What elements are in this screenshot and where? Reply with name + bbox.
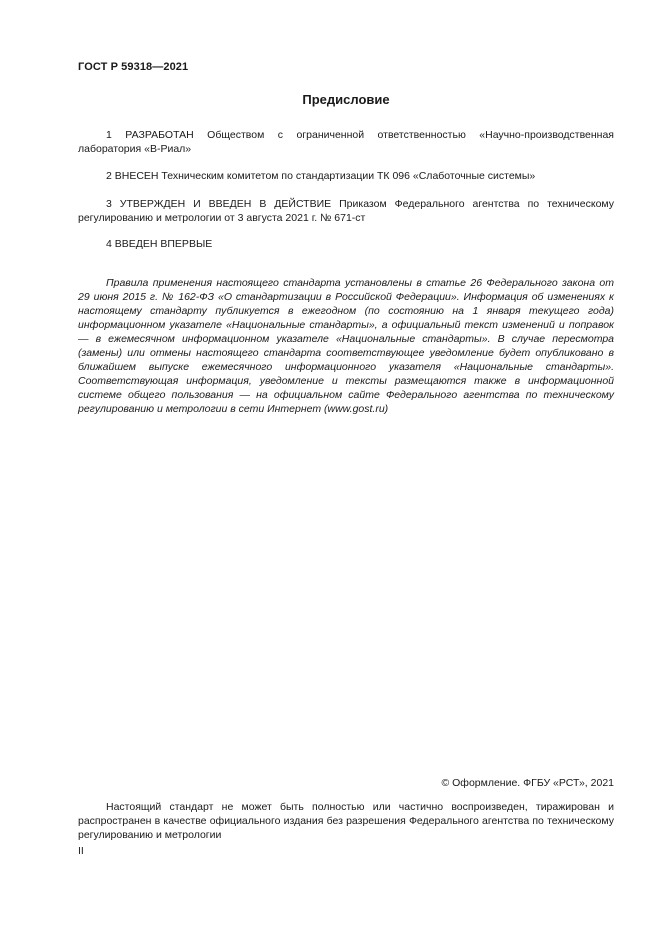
preface-item-3: 3 УТВЕРЖДЕН И ВВЕДЕН В ДЕЙСТВИЕ Приказом Федерального агентства по техническому регулированию и метрологии от 3 августа 2021 г. № 671-ст	[78, 198, 614, 224]
reproduction-rights-notice: Настоящий стандарт не может быть полностью или частично воспроизведен, тиражирован и распространен в качестве официального издания без разрешения Федерального агентства по техническому регулированию и метрологии	[78, 801, 614, 841]
preface-item-2: 2 ВНЕСЕН Техническим комитетом по стандартизации ТК 096 «Слаботочные системы»	[106, 170, 536, 182]
application-rules-notice: Правила применения настоящего стандарта установлены в статье 26 Федерального закона от 29 июня 2015 г. № 162-ФЗ «О стандартизации в Российской Федерации». Информация об изменениях к настоящему стандарту публикуется в ежегодном (по состоянию на 1 января текущего года) информационном указателе «Национальные стандарты», а официальный текст изменений и поправок — в ежемесячном информационном указателе «Национальные стандарты». В случае пересмотра (замены) или отмены настоящего стандарта соответствующее уведомление будет опубликовано в ближайшем выпуске ежемесячного информационного указателя «Национальные стандарты». Соответствующая информация, уведомление и тексты размещаются также в информационной системе общего пользования — на официальном сайте Федерального агентства по техническому регулированию и метрологии в сети Интернет (www.gost.ru)	[78, 277, 614, 415]
page-number: II	[78, 845, 84, 857]
page-title: Предисловие	[302, 92, 390, 107]
standard-code: ГОСТ Р 59318—2021	[78, 61, 189, 73]
preface-item-4: 4 ВВЕДЕН ВПЕРВЫЕ	[106, 238, 213, 250]
copyright-line: © Оформление. ФГБУ «РСТ», 2021	[441, 777, 614, 789]
preface-item-1: 1 РАЗРАБОТАН Обществом с ограниченной ответственностью «Научно-производственная лаборатория «В-Риал»	[78, 129, 614, 155]
